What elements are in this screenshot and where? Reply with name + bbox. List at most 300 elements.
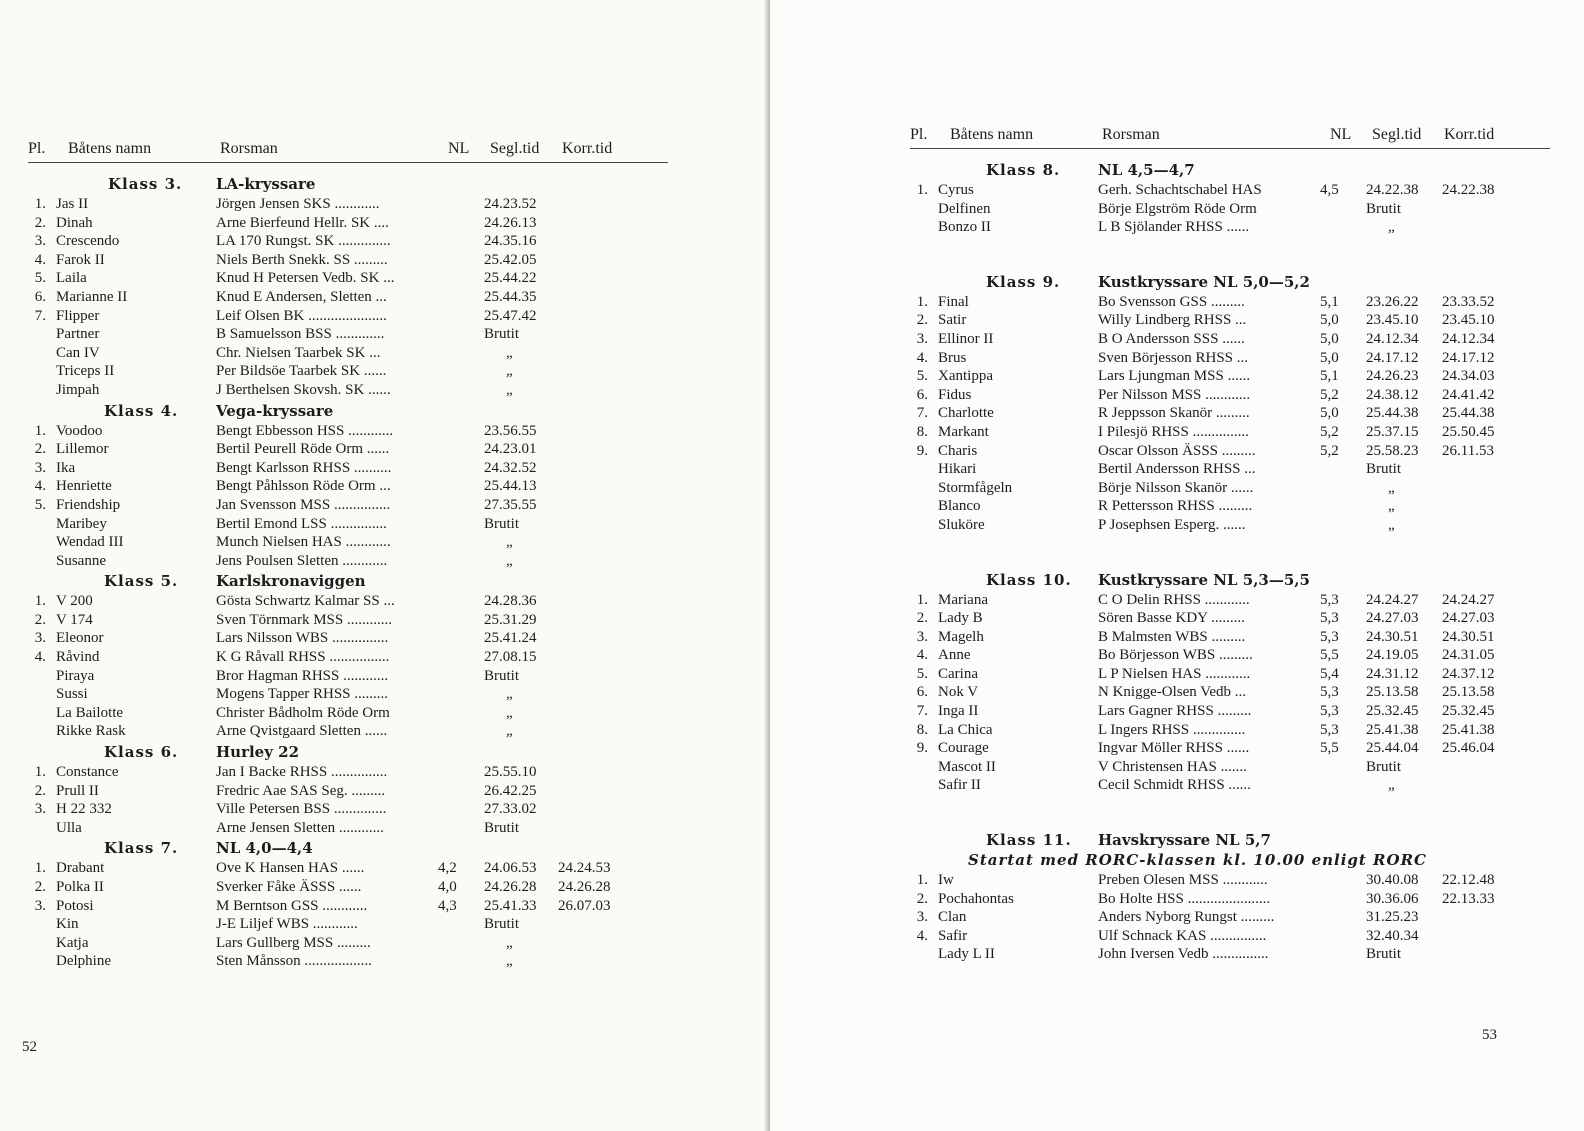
class-heading xyxy=(28,572,668,592)
cell-korr: 24.12.34 xyxy=(1442,330,1495,347)
cell-pl: 5. xyxy=(916,665,928,682)
cell-segl: 25.44.35 xyxy=(484,288,537,305)
cell-rorsman: Ingvar Möller RHSS ...... xyxy=(1098,740,1250,757)
cell-name: Prull II xyxy=(56,782,99,799)
cell-segl: 25.44.04 xyxy=(1366,740,1419,757)
cell-name: Sluköre xyxy=(938,516,985,533)
cell-rorsman: R Jeppsson Skanör ......... xyxy=(1098,405,1250,422)
result-row xyxy=(910,683,1550,702)
cell-rorsman: Christer Bådholm Röde Orm xyxy=(216,704,390,721)
cell-korr: 24.24.53 xyxy=(558,860,611,877)
cell-name: Hikari xyxy=(938,461,977,478)
cell-segl: Brutit xyxy=(484,916,520,933)
class-title: Havskryssare NL 5,7 xyxy=(1098,831,1271,850)
cell-segl: „ xyxy=(1388,219,1395,236)
cell-rorsman: C O Delin RHSS ............ xyxy=(1098,591,1250,608)
result-row xyxy=(910,908,1550,927)
cell-segl: „ xyxy=(506,552,513,569)
cell-korr: 25.13.58 xyxy=(1442,684,1495,701)
cell-rorsman: I Pilesjö RHSS ............... xyxy=(1098,423,1249,440)
cell-segl: „ xyxy=(506,534,513,551)
cell-pl: 1. xyxy=(916,591,928,608)
cell-name: Eleonor xyxy=(56,630,104,647)
cell-pl: 6. xyxy=(916,386,928,403)
cell-name: Stormfågeln xyxy=(938,479,1013,496)
header-name: Båtens namn xyxy=(68,140,152,157)
cell-nl: 5,3 xyxy=(1320,721,1339,738)
result-row xyxy=(28,859,668,878)
cell-rorsman: Mogens Tapper RHSS ......... xyxy=(216,686,389,703)
cell-korr: 25.50.45 xyxy=(1442,423,1495,440)
class-heading xyxy=(28,175,668,195)
cell-segl: 24.38.12 xyxy=(1366,386,1419,403)
left-results-column xyxy=(28,138,668,971)
cell-korr: 25.41.38 xyxy=(1442,721,1495,738)
page-number-left: 52 xyxy=(22,1039,37,1055)
result-row xyxy=(28,782,668,801)
class-spacer xyxy=(910,795,1550,831)
cell-pl: 3. xyxy=(34,630,46,647)
cell-segl: 25.41.24 xyxy=(484,630,537,647)
cell-pl: 4. xyxy=(34,251,46,268)
result-row xyxy=(910,516,1550,535)
cell-name: Jimpah xyxy=(56,381,100,398)
class-title: Karlskronaviggen xyxy=(216,572,366,591)
cell-segl: 25.31.29 xyxy=(484,611,537,628)
cell-segl: „ xyxy=(1388,516,1395,533)
class-number: Klass 11. xyxy=(986,831,1072,850)
result-row xyxy=(28,667,668,686)
result-row xyxy=(910,497,1550,516)
cell-name: Bonzo II xyxy=(938,219,991,236)
cell-name: Farok II xyxy=(56,251,105,268)
cell-pl: 2. xyxy=(34,214,46,231)
cell-segl: 24.23.01 xyxy=(484,441,537,458)
class-heading xyxy=(28,402,668,422)
cell-name: Partner xyxy=(56,326,100,343)
cell-name: Pochahontas xyxy=(938,890,1014,907)
cell-pl: 7. xyxy=(916,405,928,422)
cell-nl: 5,0 xyxy=(1320,405,1339,422)
cell-korr: 24.31.05 xyxy=(1442,647,1495,664)
cell-segl: 24.28.36 xyxy=(484,593,537,610)
class-spacer xyxy=(910,237,1550,273)
class-spacer xyxy=(910,535,1550,571)
cell-name: Lady L II xyxy=(938,946,995,963)
result-row xyxy=(910,460,1550,479)
class-number: Klass 6. xyxy=(104,743,179,762)
cell-name: Delfinen xyxy=(938,200,991,217)
cell-pl: 1. xyxy=(916,182,928,198)
cell-rorsman: Leif Olsen BK ..................... xyxy=(216,307,387,324)
cell-name: Anne xyxy=(938,647,971,664)
result-row xyxy=(910,442,1550,461)
cell-segl: 24.17.12 xyxy=(1366,349,1419,366)
cell-segl: 25.42.05 xyxy=(484,251,537,268)
cell-pl: 1. xyxy=(34,593,46,610)
cell-nl: 5,2 xyxy=(1320,442,1339,459)
cell-segl: 25.47.42 xyxy=(484,307,537,324)
cell-name: Triceps II xyxy=(56,363,115,380)
result-row xyxy=(28,648,668,667)
cell-segl: 24.32.52 xyxy=(484,459,537,476)
cell-segl: 25.13.58 xyxy=(1366,684,1419,701)
result-row xyxy=(910,739,1550,758)
cell-rorsman: Bo Holte HSS ...................... xyxy=(1098,890,1271,907)
result-row xyxy=(910,311,1550,330)
cell-rorsman: K G Råvall RHSS ................ xyxy=(216,649,390,666)
cell-rorsman: Ulf Schnack KAS ............... xyxy=(1098,927,1267,944)
result-row xyxy=(28,685,668,704)
cell-rorsman: Bo Svensson GSS ......... xyxy=(1098,293,1245,310)
cell-segl: „ xyxy=(1388,777,1395,794)
cell-segl: Brutit xyxy=(484,326,520,343)
cell-name: Charis xyxy=(938,442,978,459)
result-row xyxy=(910,665,1550,684)
result-row xyxy=(910,367,1550,386)
cell-rorsman: Munch Nielsen HAS ............ xyxy=(216,534,391,551)
cell-rorsman: L Ingers RHSS .............. xyxy=(1098,721,1246,738)
cell-name: Råvind xyxy=(56,649,100,666)
cell-name: Courage xyxy=(938,740,989,757)
cell-pl: 6. xyxy=(34,288,46,305)
cell-rorsman: Sören Basse KDY ......... xyxy=(1098,610,1245,627)
cell-name: Brus xyxy=(938,349,967,366)
class-heading xyxy=(28,839,668,859)
cell-korr: 22.13.33 xyxy=(1442,890,1495,907)
cell-name: Ellinor II xyxy=(938,330,994,347)
cell-segl: Brutit xyxy=(1366,758,1402,775)
result-row xyxy=(28,629,668,648)
cell-rorsman: Bertil Emond LSS ............... xyxy=(216,515,387,532)
cell-segl: 24.31.12 xyxy=(1366,665,1419,682)
cell-segl: Brutit xyxy=(1366,461,1402,478)
cell-name: Cyrus xyxy=(938,182,974,198)
cell-pl: 8. xyxy=(916,721,928,738)
cell-pl: 2. xyxy=(916,610,928,627)
cell-pl: 5. xyxy=(916,368,928,385)
result-row xyxy=(28,592,668,611)
cell-segl: 23.56.55 xyxy=(484,422,537,439)
cell-segl: 25.44.22 xyxy=(484,270,537,287)
cell-name: Henriette xyxy=(56,478,112,495)
cell-pl: 4. xyxy=(916,349,928,366)
cell-rorsman: Oscar Olsson ÄSSS ......... xyxy=(1098,442,1256,459)
cell-segl: „ xyxy=(506,686,513,703)
result-row xyxy=(910,404,1550,423)
cell-name: Wendad III xyxy=(56,534,124,551)
cell-nl: 5,0 xyxy=(1320,349,1339,366)
class-title: Kustkryssare NL 5,0—5,2 xyxy=(1098,272,1310,291)
result-row xyxy=(28,800,668,819)
cell-name: V 174 xyxy=(56,611,93,628)
class-number: Klass 9. xyxy=(986,272,1061,291)
result-row xyxy=(28,722,668,741)
cell-rorsman: John Iversen Vedb ............... xyxy=(1098,946,1269,963)
cell-name: Polka II xyxy=(56,879,104,895)
cell-name: Mariana xyxy=(938,591,988,608)
cell-name: Safir xyxy=(938,927,968,944)
class-title: Vega-kryssare xyxy=(216,401,334,420)
class-block xyxy=(28,839,668,971)
cell-rorsman: P Josephsen Esperg. ...... xyxy=(1098,516,1246,533)
result-row xyxy=(28,381,668,400)
cell-rorsman: Arne Jensen Sletten ............ xyxy=(216,819,384,836)
cell-name: Lady B xyxy=(938,610,983,627)
cell-nl: 5,2 xyxy=(1320,386,1339,403)
header-segl: Segl.tid xyxy=(1372,126,1422,143)
cell-nl: 5,0 xyxy=(1320,330,1339,347)
cell-korr: 24.17.12 xyxy=(1442,349,1495,366)
class-block xyxy=(28,743,668,837)
cell-korr: 24.26.28 xyxy=(558,879,611,895)
cell-segl: 24.26.28 xyxy=(484,879,537,895)
header-segl: Segl.tid xyxy=(490,140,540,157)
result-row xyxy=(28,477,668,496)
cell-segl: 30.36.06 xyxy=(1366,890,1419,907)
result-row xyxy=(28,533,668,552)
cell-rorsman: Gösta Schwartz Kalmar SS ... xyxy=(216,593,395,610)
cell-rorsman: Jan Svensson MSS ............... xyxy=(216,496,391,513)
cell-pl: 1. xyxy=(34,860,46,877)
cell-rorsman: Bo Börjesson WBS ......... xyxy=(1098,647,1253,664)
class-title: Hurley 22 xyxy=(216,743,300,762)
cell-pl: 6. xyxy=(916,684,928,701)
result-row xyxy=(28,422,668,441)
cell-rorsman: Börje Elgström Röde Orm xyxy=(1098,200,1257,217)
cell-rorsman: Lars Gullberg MSS ......... xyxy=(216,934,371,951)
class-title: Kustkryssare NL 5,3—5,5 xyxy=(1098,570,1310,589)
class-number: Klass 5. xyxy=(104,572,179,591)
cell-pl: 2. xyxy=(34,441,46,458)
result-row xyxy=(28,897,668,916)
cell-korr: 24.41.42 xyxy=(1442,386,1495,403)
class-number: Klass 4. xyxy=(104,401,179,420)
cell-pl: 3. xyxy=(916,909,928,926)
cell-korr: 25.44.38 xyxy=(1442,405,1495,422)
cell-pl: 3. xyxy=(34,233,46,250)
cell-name: La Chica xyxy=(938,721,993,738)
header-nl: NL xyxy=(448,140,470,157)
cell-rorsman: Ville Petersen BSS .............. xyxy=(216,801,387,818)
result-row xyxy=(28,269,668,288)
cell-segl: Brutit xyxy=(1366,946,1402,963)
class-number: Klass 3. xyxy=(108,175,183,193)
cell-name: Piraya xyxy=(56,667,95,684)
result-row xyxy=(910,330,1550,349)
result-row xyxy=(28,459,668,478)
class-number: Klass 7. xyxy=(104,839,179,858)
cell-name: Constance xyxy=(56,764,119,781)
result-row xyxy=(28,934,668,953)
result-row xyxy=(910,386,1550,405)
cell-rorsman: Sven Börjesson RHSS ... xyxy=(1098,349,1249,366)
cell-name: V 200 xyxy=(56,593,93,610)
cell-pl: 3. xyxy=(34,459,46,476)
result-row xyxy=(28,440,668,459)
cell-name: H 22 332 xyxy=(56,801,112,818)
cell-segl: Brutit xyxy=(484,515,520,532)
cell-segl: 24.27.03 xyxy=(1366,610,1419,627)
cell-segl: Brutit xyxy=(484,819,520,836)
cell-segl: 25.41.33 xyxy=(484,897,537,914)
cell-rorsman: Bertil Peurell Röde Orm ...... xyxy=(216,441,390,458)
result-row xyxy=(28,611,668,630)
result-row xyxy=(910,181,1550,200)
class-title: NL 4,0—4,4 xyxy=(216,839,313,858)
cell-name: Dinah xyxy=(56,214,93,231)
result-row xyxy=(910,890,1550,909)
cell-segl: 24.26.23 xyxy=(1366,368,1419,385)
class-block xyxy=(910,161,1550,237)
cell-name: Flipper xyxy=(56,307,100,324)
cell-nl: 5,3 xyxy=(1320,610,1339,627)
cell-korr: 22.12.48 xyxy=(1442,872,1495,889)
cell-segl: „ xyxy=(1388,479,1395,496)
class-heading xyxy=(28,743,668,763)
header-name: Båtens namn xyxy=(950,126,1034,143)
cell-rorsman: Cecil Schmidt RHSS ...... xyxy=(1098,777,1251,794)
cell-pl: 1. xyxy=(34,196,46,212)
cell-name: Rikke Rask xyxy=(56,723,126,740)
cell-name: Final xyxy=(938,293,969,310)
cell-segl: 27.08.15 xyxy=(484,649,537,666)
cell-segl: 24.12.34 xyxy=(1366,330,1419,347)
cell-segl: Brutit xyxy=(484,667,520,684)
cell-segl: „ xyxy=(506,953,513,970)
cell-segl: 24.22.38 xyxy=(1366,182,1419,198)
class-title: NL 4,5—4,7 xyxy=(1098,161,1195,179)
result-row xyxy=(910,927,1550,946)
cell-segl: 24.30.51 xyxy=(1366,628,1419,645)
cell-segl: „ xyxy=(506,934,513,951)
cell-name: Charlotte xyxy=(938,405,994,422)
cell-name: Safir II xyxy=(938,777,981,794)
cell-segl: „ xyxy=(506,344,513,361)
class-title: LA-kryssare xyxy=(216,175,316,193)
cell-pl: 2. xyxy=(34,879,46,895)
cell-rorsman: B O Andersson SSS ...... xyxy=(1098,330,1245,347)
cell-rorsman: Bengt Ebbesson HSS ............ xyxy=(216,422,394,439)
cell-rorsman: Sverker Fåke ÄSSS ...... xyxy=(216,879,362,895)
cell-pl: 5. xyxy=(34,496,46,513)
cell-nl: 5,1 xyxy=(1320,368,1339,385)
cell-pl: 1. xyxy=(916,872,928,889)
header-korr: Korr.tid xyxy=(562,140,613,157)
cell-segl: „ xyxy=(506,363,513,380)
cell-rorsman: Börje Nilsson Skanör ...... xyxy=(1098,479,1254,496)
cell-rorsman: Arne Qvistgaard Sletten ...... xyxy=(216,723,388,740)
class-subtitle: Startat med RORC-klassen kl. 10.00 enligt RORC xyxy=(968,851,1427,870)
cell-nl: 5,1 xyxy=(1320,293,1339,310)
cell-segl: 24.35.16 xyxy=(484,233,537,250)
cell-korr: 24.22.38 xyxy=(1442,182,1495,198)
cell-name: Potosi xyxy=(56,897,94,914)
result-row xyxy=(910,479,1550,498)
result-row xyxy=(28,704,668,723)
cell-nl: 4,0 xyxy=(438,879,457,895)
header-pl: Pl. xyxy=(910,126,928,143)
cell-name: Delphine xyxy=(56,953,111,970)
cell-rorsman: LA 170 Rungst. SK .............. xyxy=(216,233,391,250)
cell-rorsman: Knud E Andersen, Sletten ... xyxy=(216,288,387,305)
cell-segl: 26.42.25 xyxy=(484,782,537,799)
cell-pl: 2. xyxy=(34,611,46,628)
cell-korr: 24.27.03 xyxy=(1442,610,1495,627)
cell-rorsman: B Malmsten WBS ......... xyxy=(1098,628,1246,645)
result-row xyxy=(910,200,1550,219)
cell-rorsman: Anders Nyborg Rungst ......... xyxy=(1098,909,1275,926)
result-row xyxy=(910,702,1550,721)
result-row xyxy=(28,819,668,838)
right-page xyxy=(770,0,1584,1131)
class-block xyxy=(28,175,668,400)
result-row xyxy=(28,251,668,270)
result-row xyxy=(28,362,668,381)
cell-segl: 24.06.53 xyxy=(484,860,537,877)
cell-rorsman: Jörgen Jensen SKS ............ xyxy=(216,196,380,212)
cell-pl: 7. xyxy=(34,307,46,324)
cell-korr: 23.45.10 xyxy=(1442,312,1495,329)
cell-nl: 5,3 xyxy=(1320,591,1339,608)
result-row xyxy=(28,878,668,897)
cell-rorsman: Sven Törnmark MSS ............ xyxy=(216,611,392,628)
cell-pl: 3. xyxy=(34,801,46,818)
cell-korr: 24.30.51 xyxy=(1442,628,1495,645)
result-row xyxy=(28,288,668,307)
cell-pl: 3. xyxy=(916,628,928,645)
result-row xyxy=(28,515,668,534)
cell-rorsman: Jens Poulsen Sletten ............ xyxy=(216,552,388,569)
cell-name: Mascot II xyxy=(938,758,996,775)
header-nl: NL xyxy=(1330,126,1352,143)
cell-name: Laila xyxy=(56,270,87,287)
class-number: Klass 10. xyxy=(986,570,1072,589)
cell-name: Fidus xyxy=(938,386,972,403)
cell-rorsman: Willy Lindberg RHSS ... xyxy=(1098,312,1247,329)
cell-segl: Brutit xyxy=(1366,200,1402,217)
cell-name: Ika xyxy=(56,459,76,476)
cell-name: Sussi xyxy=(56,686,88,703)
cell-rorsman: Bengt Karlsson RHSS .......... xyxy=(216,459,392,476)
cell-pl: 1. xyxy=(34,422,46,439)
cell-korr: 26.11.53 xyxy=(1442,442,1494,459)
column-header xyxy=(910,124,1550,149)
header-rorsman: Rorsman xyxy=(220,140,278,157)
cell-name: Friendship xyxy=(56,496,121,513)
cell-nl: 4,5 xyxy=(1320,182,1339,198)
cell-rorsman: Arne Bierfeund Hellr. SK .... xyxy=(216,214,389,231)
cell-segl: 31.25.23 xyxy=(1366,909,1419,926)
cell-pl: 4. xyxy=(916,927,928,944)
cell-korr: 24.34.03 xyxy=(1442,368,1495,385)
cell-korr: 26.07.03 xyxy=(558,897,611,914)
cell-rorsman: Per Bildsöe Taarbek SK ...... xyxy=(216,363,387,380)
result-row xyxy=(28,325,668,344)
cell-pl: 1. xyxy=(34,764,46,781)
cell-nl: 5,5 xyxy=(1320,740,1339,757)
header-korr: Korr.tid xyxy=(1444,126,1495,143)
cell-pl: 8. xyxy=(916,423,928,440)
cell-name: Marianne II xyxy=(56,288,128,305)
cell-rorsman: J-E Liljef WBS ............ xyxy=(216,916,358,933)
cell-nl: 5,2 xyxy=(1320,423,1339,440)
cell-rorsman: L B Sjölander RHSS ...... xyxy=(1098,219,1250,236)
cell-name: La Bailotte xyxy=(56,704,124,721)
cell-segl: 24.23.52 xyxy=(484,196,537,212)
class-heading xyxy=(910,831,1550,851)
result-row xyxy=(910,871,1550,890)
